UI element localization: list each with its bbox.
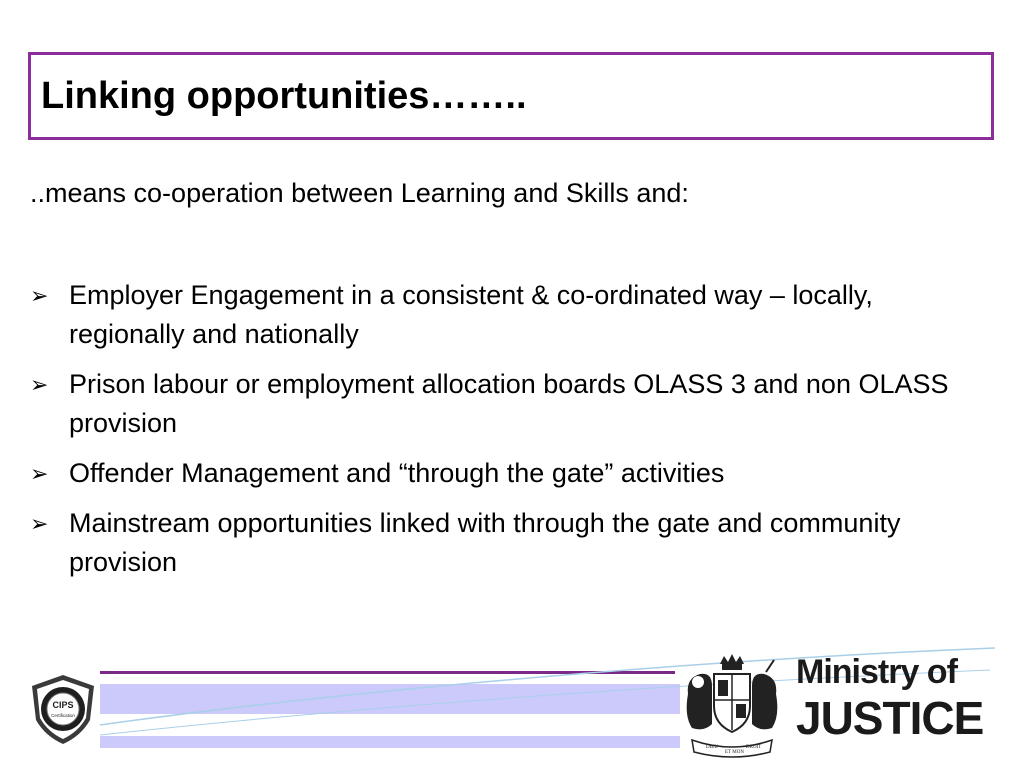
- slide-title-box: [28, 52, 994, 140]
- intro-text: ..means co-operation between Learning and Skills and:: [30, 178, 689, 208]
- bullet-text: Offender Management and “through the gate” activities: [69, 458, 725, 488]
- motto-text: DROIT: [746, 745, 762, 750]
- arrow-bullet-icon: ➢: [30, 511, 49, 536]
- bullet-list: [30, 276, 990, 593]
- motto-text: ET MON: [725, 750, 744, 755]
- bullet-item: [30, 454, 990, 493]
- cips-logo-text: CIPS: [52, 700, 74, 710]
- bullet-text: Prison labour or employment allocation boards OLASS 3 and non OLASS provision: [69, 369, 949, 438]
- bullet-text: Mainstream opportunities linked with through the gate and community provision: [69, 508, 901, 577]
- bullet-text: Employer Engagement in a consistent & co-ordinated way – locally, regionally and nationally: [69, 280, 873, 349]
- slide-title: Linking opportunities……..: [41, 74, 527, 117]
- cips-logo-subtext: Certification: [51, 713, 75, 718]
- arrow-bullet-icon: ➢: [30, 461, 49, 486]
- ministry-of-text: Ministry of: [796, 653, 957, 691]
- justice-text: JUSTICE: [796, 692, 984, 744]
- cips-certification-logo-icon: [26, 672, 100, 746]
- royal-coat-of-arms-icon: [682, 654, 782, 758]
- ministry-of-justice-logo: [796, 652, 996, 744]
- bullet-item: [30, 504, 990, 582]
- arrow-bullet-icon: ➢: [30, 283, 49, 308]
- bullet-item: [30, 365, 990, 443]
- bullet-item: [30, 276, 990, 354]
- arrow-bullet-icon: ➢: [30, 372, 49, 397]
- motto-text: DIEU: [706, 745, 718, 750]
